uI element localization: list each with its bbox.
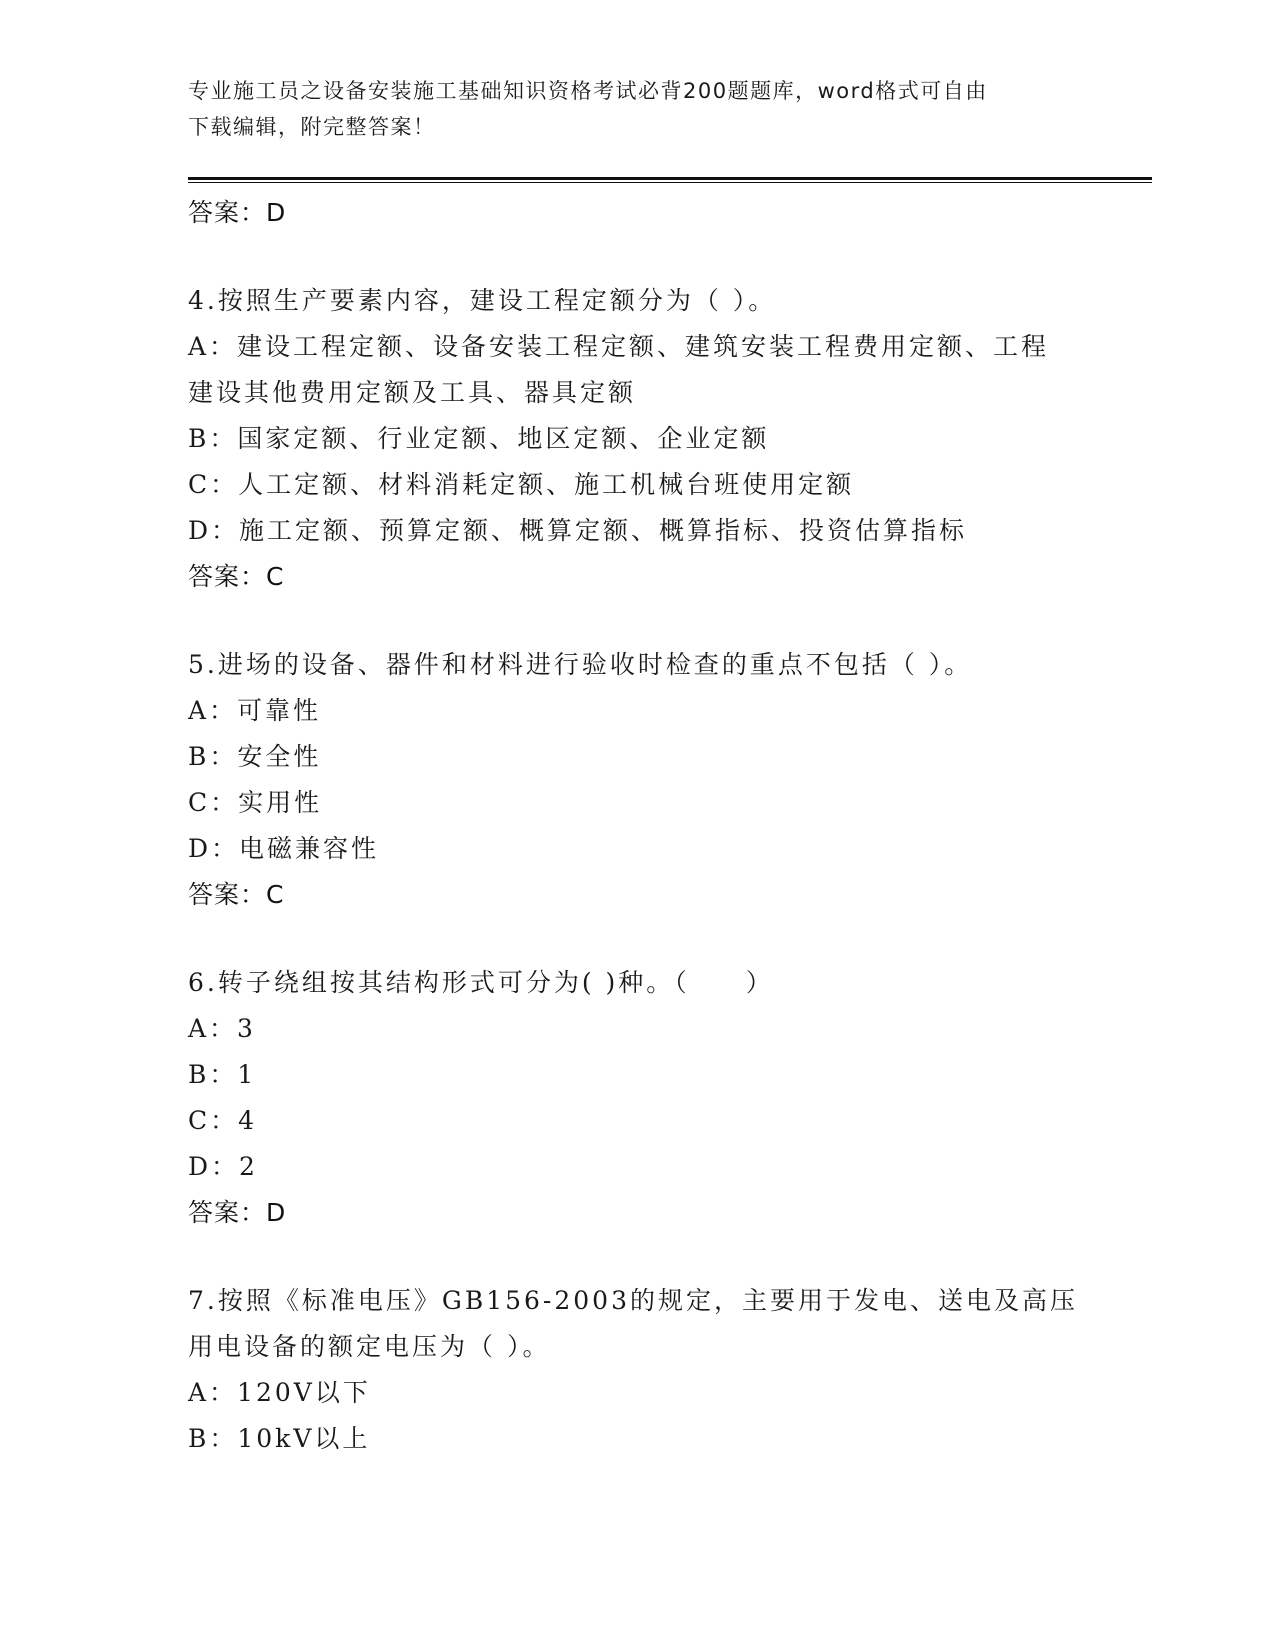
answer-text: 答案：C [188, 880, 285, 909]
header-line-1: 专业施工员之设备安装施工基础知识资格考试必背200题题库，word格式可自由 [188, 79, 988, 103]
question-spacer [188, 1236, 1088, 1278]
document-header [188, 73, 1068, 145]
question-stem: 6.转子绕组按其结构形式可分为( )种。（ ） [188, 968, 774, 997]
answer-text: 答案：D [188, 1198, 287, 1227]
question-stem: 用电设备的额定电压为（ ）。 [188, 1332, 551, 1361]
question-spacer [188, 600, 1088, 642]
answer-option: C：实用性 [188, 788, 323, 817]
question-list [188, 190, 1088, 1462]
answer-option: D：电磁兼容性 [188, 834, 380, 863]
answer-option: A：建设工程定额、设备安装工程定额、建筑安装工程费用定额、工程 [188, 332, 1050, 361]
answer-option: D：施工定额、预算定额、概算定额、概算指标、投资估算指标 [188, 516, 968, 545]
header-divider [188, 177, 1152, 180]
answer-option: D：2 [188, 1152, 258, 1181]
answer-option: B：国家定额、行业定额、地区定额、企业定额 [188, 424, 770, 453]
answer-option: A：120V以下 [188, 1378, 371, 1407]
answer-option: A：可靠性 [188, 696, 322, 725]
answer-text: 答案：C [188, 562, 285, 591]
answer-option: B：10kV以上 [188, 1424, 371, 1453]
question-stem: 4.按照生产要素内容，建设工程定额分为（ ）。 [188, 286, 777, 315]
question-stem: 5.进场的设备、器件和材料进行验收时检查的重点不包括（ ）。 [188, 650, 973, 679]
question-block [188, 278, 1088, 600]
header-divider-thin [188, 182, 1152, 183]
answer-option: C：人工定额、材料消耗定额、施工机械台班使用定额 [188, 470, 855, 499]
question-stem: 7.按照《标准电压》GB156-2003的规定，主要用于发电、送电及高压 [188, 1286, 1078, 1315]
answer-option: 建设其他费用定额及工具、器具定额 [188, 378, 637, 407]
question-block [188, 960, 1088, 1236]
answer-text: 答案：D [188, 198, 287, 227]
question-spacer [188, 236, 1088, 278]
answer-option: B：安全性 [188, 742, 322, 771]
question-spacer [188, 918, 1088, 960]
question-block [188, 642, 1088, 918]
question-block [188, 1278, 1088, 1462]
answer-option: A：3 [188, 1014, 256, 1043]
answer-option: B：1 [188, 1060, 257, 1089]
answer-option: C：4 [188, 1106, 258, 1135]
header-line-2: 下载编辑，附完整答案！ [188, 115, 436, 139]
